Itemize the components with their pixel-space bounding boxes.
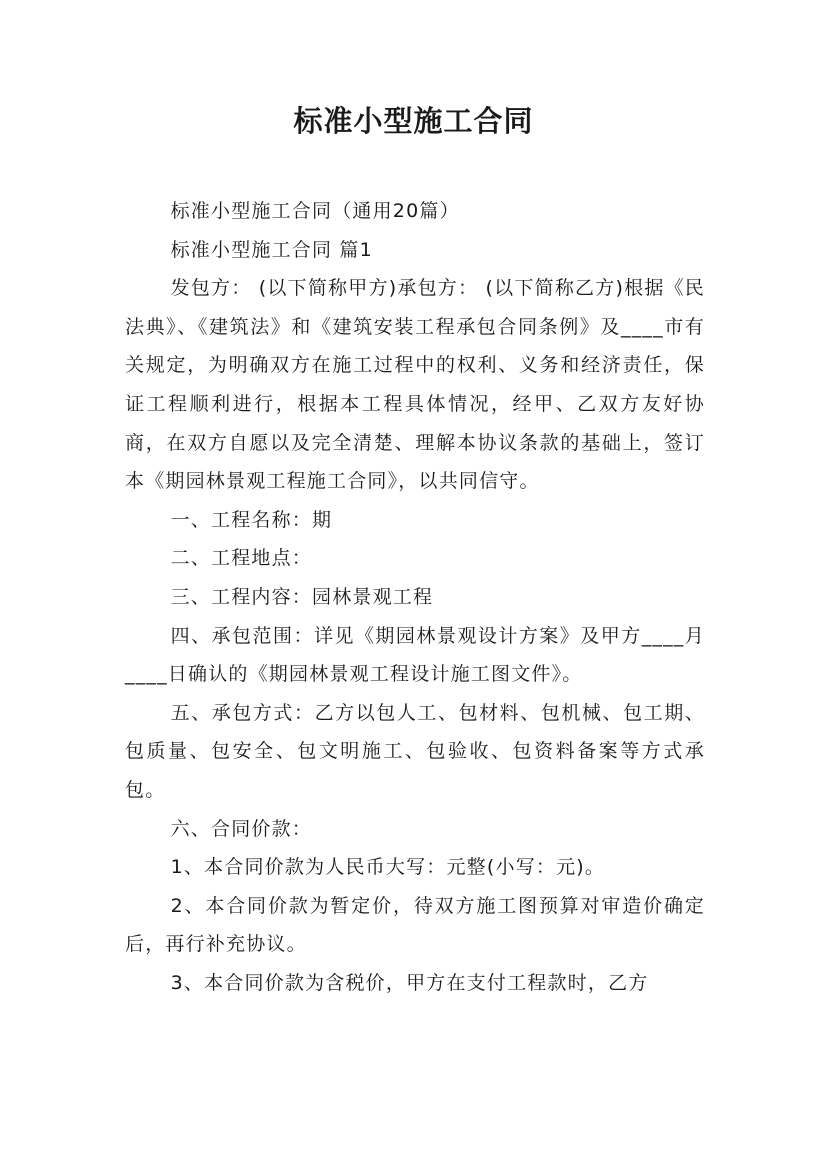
paragraph-project-name: 一、工程名称：期 xyxy=(170,508,333,531)
paragraph-project-content: 三、工程内容：园林景观工程 xyxy=(170,585,434,608)
paragraph-price-item-2: 2、本合同价款为暂定价，待双方施工图预算对审造价确定后，再行补充协议。 xyxy=(125,894,705,956)
paragraph-contract-price-heading: 六、合同价款： xyxy=(170,817,312,840)
document-title: 标准小型施工合同 xyxy=(293,104,534,138)
paragraph-contract-scope: 四、承包范围：详见《期园林景观设计方案》及甲方____月____日确认的《期园林景观工程设计施工图文件》。 xyxy=(125,624,705,686)
paragraph-section-heading: 标准小型施工合同 篇1 xyxy=(170,238,373,261)
paragraph-subtitle: 标准小型施工合同（通用20篇） xyxy=(170,200,460,222)
paragraph-price-item-1: 1、本合同价款为人民币大写：元整(小写：元)。 xyxy=(170,856,606,879)
paragraph-project-location: 二、工程地点： xyxy=(170,547,312,570)
document-body xyxy=(125,192,705,1002)
paragraph-preamble: 发包方： (以下简称甲方)承包方： (以下简称乙方)根据《民法典》、《建筑法》和《建筑安装工程承包合同条例》及____市有关规定，为明确双方在施工过程中的权利、义务和经济责任，保证工程顺利进行，根据本工程具体情况，经甲、乙双方友好协商，在双方自愿以及完全清楚、理解本协议条款的基础上，签订本《期园林景观工程施工合同》，以共同信守。 xyxy=(125,277,705,493)
paragraph-contract-method: 五、承包方式：乙方以包人工、包材料、包机械、包工期、包质量、包安全、包文明施工、包验收、包资料备案等方式承包。 xyxy=(125,701,705,801)
paragraph-price-item-3: 3、本合同价款为含税价，甲方在支付工程款时，乙方 xyxy=(170,971,649,994)
